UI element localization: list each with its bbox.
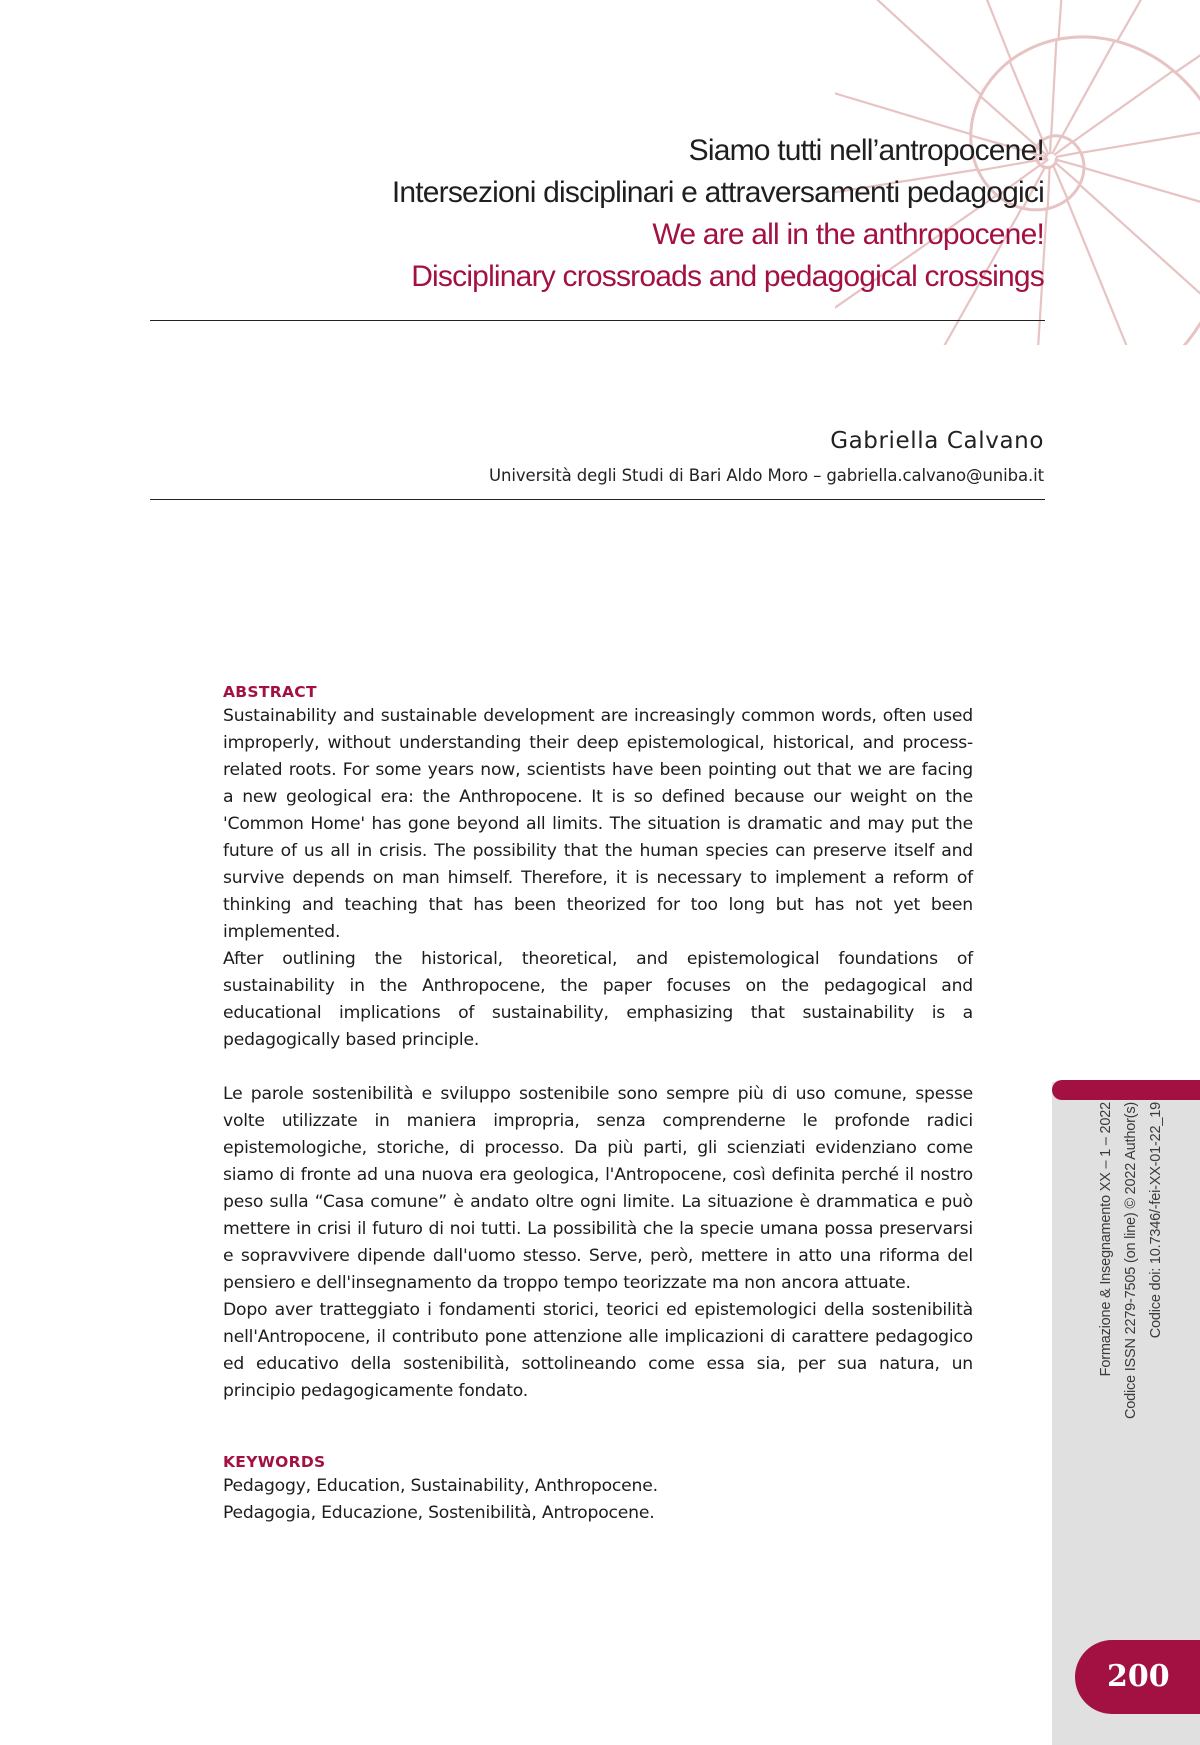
author-affiliation: Università degli Studi di Bari Aldo Moro – gabriella.calvano@uniba.it (489, 466, 1044, 485)
author-name: Gabriella Calvano (830, 428, 1044, 454)
title-english-line-2: Disciplinary crossroads and pedagogical crossings (411, 260, 1044, 293)
abstract-italian-paragraph-1: Le parole sostenibilità e sviluppo sostenibile sono sempre più di uso comune, spesse volte utilizzate in maniera impropria, senza comprenderne le profonde radici epistemologiche, storiche, di processo. Da più parti, gli scienziati evidenziano come siamo di fronte ad una nuova era geologica, l'Antropocene, così definita perché il nostro peso sulla “Casa comune” è andato oltre ogni limite. La situazione è drammatica e può mettere in crisi il futuro di noi tutti. La possibilità che la specie umana possa preservarsi e sopravvivere dipende dall'uomo stesso. Serve, però, mettere in atto una riforma del pensiero e dell'insegnamento da troppo tempo teorizzate ma non ancora attuate. (223, 1084, 973, 1293)
abstract-heading: ABSTRACT (223, 683, 317, 701)
abstract-italian-paragraph-2: Dopo aver tratteggiato i fondamenti storici, teorici ed epistemologici della sostenibilità nell'Antropocene, il contributo pone attenzione alle implicazioni di carattere pedagogico ed educativo della sostenibilità, sottolineando come essa sia, per sua natura, un principio pedagogicamente fondato. (223, 1300, 973, 1401)
keywords-italian: Pedagogia, Educazione, Sostenibilità, Antropocene. (223, 1503, 655, 1523)
author-divider (150, 499, 1045, 500)
journal-doi: Codice doi: 10.7346/-fei-XX-01-22_19 (1148, 1102, 1164, 1339)
keywords-heading: KEYWORDS (223, 1453, 326, 1471)
title-italian-line-1: Siamo tutti nell’antropocene! (688, 134, 1044, 167)
title-english-line-1: We are all in the anthropocene! (652, 218, 1044, 251)
journal-issue: Formazione & Insegnamento XX – 1 – 2022 (1098, 1102, 1114, 1377)
title-block (184, 130, 1044, 298)
title-italian-line-2: Intersezioni disciplinari e attraversamenti pedagogici (391, 176, 1044, 209)
abstract-english-paragraph-1: Sustainability and sustainable development are increasingly common words, often used improperly, without understanding their deep epistemological, historical, and process-related roots. For some years now, scientists have been pointing out that we are facing a new geological era: the Anthropocene. It is so defined because our weight on the 'Common Home' has gone beyond all limits. The situation is dramatic and may put the future of us all in crisis. The possibility that the human species can preserve itself and survive depends on man himself. Therefore, it is necessary to implement a reform of thinking and teaching that has been theorized for too long but has not yet been implemented. (223, 706, 973, 942)
abstract-section (223, 681, 973, 1527)
margin-band-accent (1052, 1080, 1200, 1100)
abstract-english-paragraph-2: After outlining the historical, theoretical, and epistemological foundations of sustainability in the Anthropocene, the paper focuses on the pedagogical and educational implications of sustainability, emphasizing that sustainability is a pedagogically based principle. (223, 949, 973, 1050)
page-number: 200 (1075, 1640, 1200, 1714)
journal-issn: Codice ISSN 2279-7505 (on line) © 2022 Author(s) (1123, 1102, 1139, 1420)
keywords-english: Pedagogy, Education, Sustainability, Anthropocene. (223, 1476, 658, 1496)
journal-info (1094, 1102, 1169, 1462)
title-divider (150, 320, 1045, 321)
